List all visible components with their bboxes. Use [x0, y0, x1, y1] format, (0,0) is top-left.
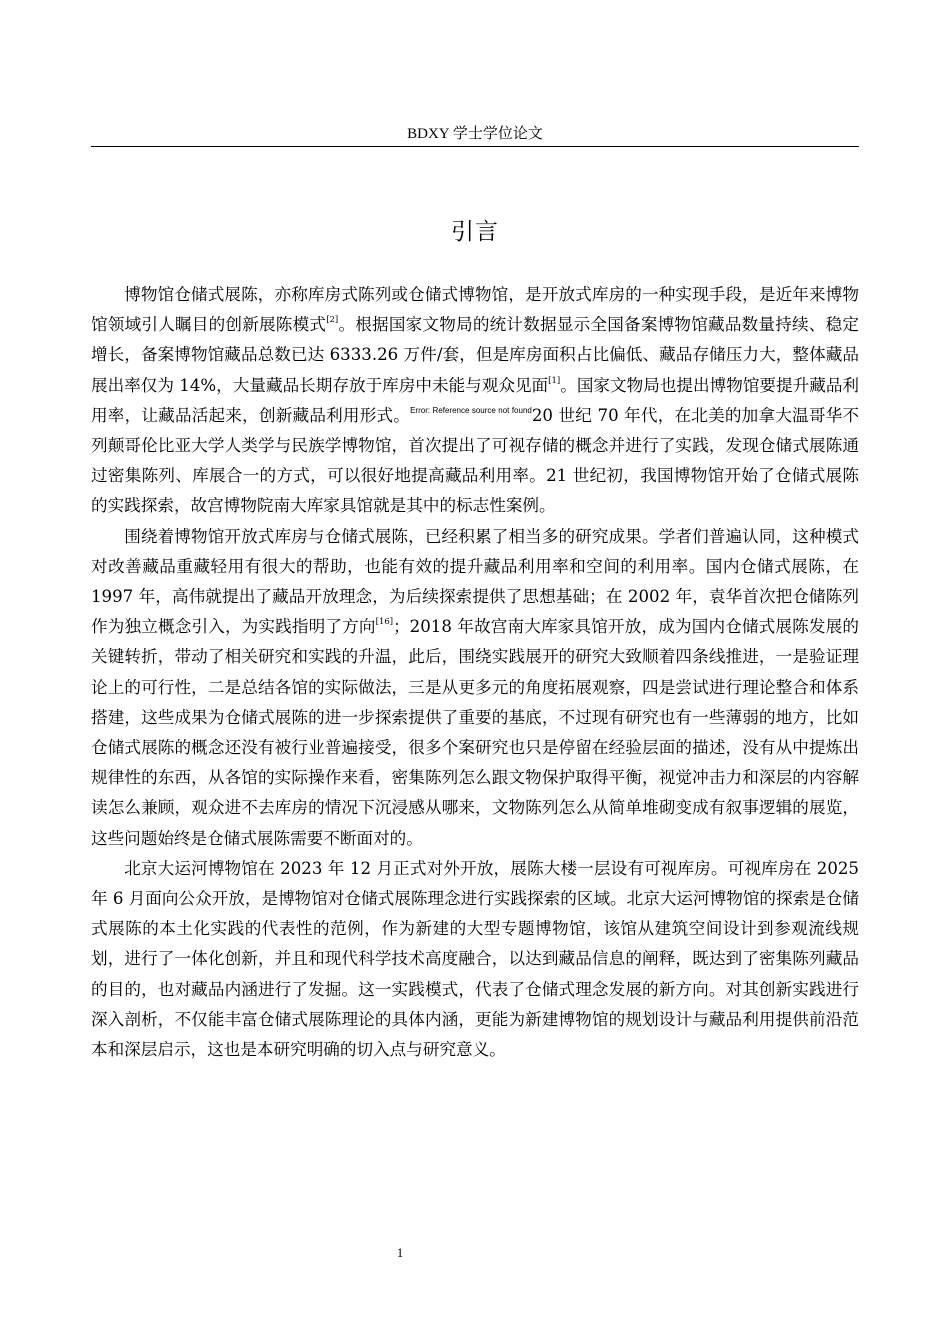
body-text [91, 280, 859, 1065]
reference-error: Error: Reference source not found [410, 405, 532, 415]
paragraph-2 [91, 522, 859, 854]
page-number: 1 [396, 1245, 404, 1260]
section-title: 引言 [451, 219, 499, 245]
paragraph-1-text-4: 20 世纪 70 年代，在北美的加拿大温哥华不列颠哥伦比亚大学人类学与民族学博物馆，首次提出了可视存储的概念并进行了实践，发现仓储式展陈通过密集陈列、库展合一的方式，可以很好地提高藏品利用率。21 世纪初，我国博物馆开始了仓储式展陈的实践探索，故宫博物院南大库家具馆就是其中的标志性案例。 [91, 405, 860, 516]
paragraph-3-text-1: 北京大运河博物馆在 2023 年 12 月正式对外开放，展陈大楼一层设有可视库房。可视库房在 2025 年 6 月面向公众开放，是博物馆对仓储式展陈理念进行实践探索的区域。北京大运河博物馆的探索是仓储式展陈的本土化实践的代表性的范例，作为新建的大型专题博物馆，该馆从建筑空间设计到参观流线规划，进行了一体化创新，并且和现代科学技术高度融合，以达到藏品信息的阐释，既达到了密集陈列藏品的目的，也对藏品内涵进行了发掘。这一实践模式，代表了仓储式理念发展的新方向。对其创新实践进行深入剖析，不仅能丰富仓储式展陈理论的具体内涵，更能为新建博物馆的规划设计与藏品利用提供前沿范本和深层启示，这也是本研究明确的切入点与研究意义。 [91, 858, 859, 1060]
paragraph-1-text-2: 。根据国家文物局的统计数据显示全国备案博物馆藏品数量持续、稳定增长，备案博物馆藏品总数已达 6333.26 万件/套，但是库房面积占比偏低、藏品存储压力大，整体藏品展出率仅为 14%，大量藏品长期存放于库房中未能与观众见面 [91, 315, 860, 395]
citation-1: [1] [548, 375, 561, 386]
paragraph-1-text-3: 。国家文物局也提出博物馆要提升藏品利用率，让藏品活起来，创新藏品利用形式。 [91, 375, 860, 425]
running-header: BDXY 学士学位论文 [407, 126, 543, 142]
paragraph-2-text-1: 围绕着博物馆开放式库房与仓储式展陈，已经积累了相当多的研究成果。学者们普遍认同，这种模式对改善藏品重藏轻用有很大的帮助，也能有效的提升藏品利用率和空间的利用率。国内仓储式展陈，在 1997 年，高伟就提出了藏品开放理念，为后续探索提供了思想基础；在 2002 年，袁华首次把仓储陈列作为独立概念引入，为实践指明了方向 [91, 526, 859, 637]
paragraph-2-text-2: ；2018 年故宫南大库家具馆开放，成为国内仓储式展陈发展的关键转折，带动了相关研究和实践的升温，此后，围绕实践展开的研究大致顺着四条线推进，一是验证理论上的可行性，二是总结各馆的实际做法，三是从更多元的角度拓展观察，四是尝试进行理论整合和体系搭建，这些成果为仓储式展陈的进一步探索提供了重要的基底，不过现有研究也有一些薄弱的地方，比如仓储式展陈的概念还没有被行业普遍接受，很多个案研究也只是停留在经验层面的描述，没有从中提炼出规律性的东西，从各馆的实际操作来看，密集陈列怎么跟文物保护取得平衡，视觉冲击力和深层的内容解读怎么兼顾，观众进不去库房的情况下沉浸感从哪来，文物陈列怎么从简单堆砌变成有叙事逻辑的展览，这些问题始终是仓储式展陈需要不断面对的。 [91, 617, 859, 848]
citation-16: [16] [375, 617, 394, 628]
paragraph-3 [91, 854, 859, 1065]
paragraph-1 [91, 280, 859, 522]
citation-2: [2] [326, 315, 339, 326]
header-rule [91, 146, 859, 147]
paragraph-1-text-1: 博物馆仓储式展陈，亦称库房式陈列或仓储式博物馆，是开放式库房的一种实现手段，是近年来博物馆领域引人瞩目的创新展陈模式 [91, 285, 859, 335]
